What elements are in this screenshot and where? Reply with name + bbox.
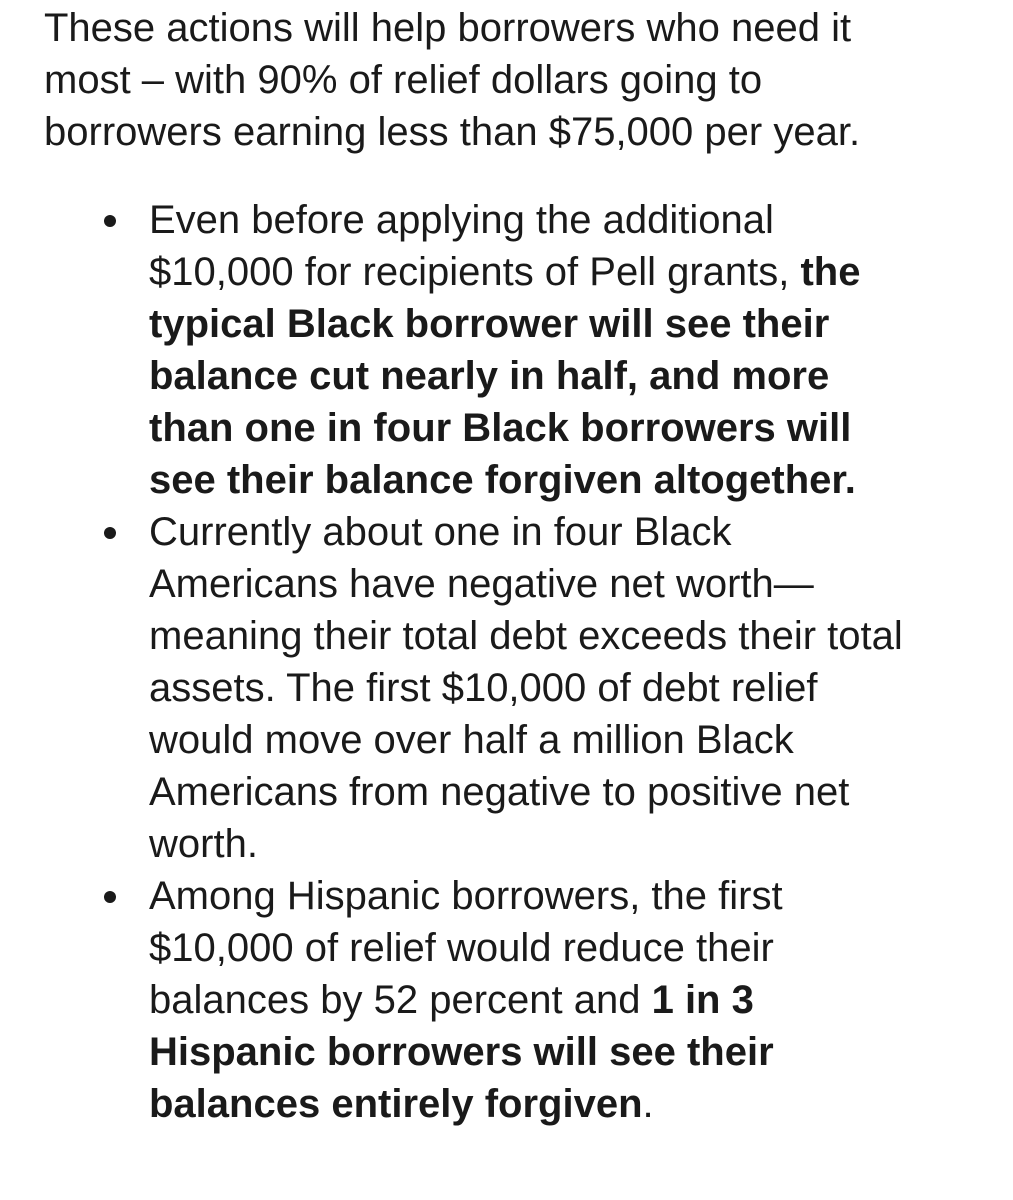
intro-paragraph [44,2,984,158]
text-segment: $10,000 of relief would reduce their [149,926,774,970]
bold-text-segment: see their balance forgiven altogether. [149,458,856,502]
bullet-item [44,506,1013,870]
text-segment: assets. The first $10,000 of debt relief [149,666,818,710]
bullet-line [149,454,1013,506]
bullet-line [149,1026,1013,1078]
bold-text-segment: balance cut nearly in half, and more [149,354,830,398]
text-segment: Currently about one in four Black [149,510,732,554]
text-segment: Americans from negative to positive net [149,770,850,814]
intro-line: most – with 90% of relief dollars going to [44,58,763,102]
bullet-dot-icon [104,891,116,903]
bullet-line [149,298,1013,350]
text-segment: Among Hispanic borrowers, the first [149,874,783,918]
bold-text-segment: balances entirely forgiven [149,1082,643,1126]
intro-line: borrowers earning less than $75,000 per year. [44,110,861,154]
bullet-line [149,246,1013,298]
bullet-dot-icon [104,527,116,539]
bullet-dot-icon [104,215,116,227]
bold-text-segment: than one in four Black borrowers will [149,406,852,450]
bullet-line [149,818,1013,870]
bold-text-segment: 1 in 3 [651,978,754,1022]
intro-line: These actions will help borrowers who need it [44,6,852,50]
bullet-line [149,402,1013,454]
bullet-line [149,974,1013,1026]
bullet-line [149,870,1013,922]
bullet-line [149,922,1013,974]
bullet-line [149,558,1013,610]
bullet-line [149,506,1013,558]
text-segment: would move over half a million Black [149,718,794,762]
text-segment: meaning their total debt exceeds their total [149,614,903,658]
bullet-line [149,350,1013,402]
text-segment: Americans have negative net worth— [149,562,814,606]
text-segment: balances by 52 percent and [149,978,652,1022]
bullet-item [44,194,1013,506]
bullet-line [149,714,1013,766]
bullet-line [149,766,1013,818]
bullet-item [44,870,1013,1130]
bullet-line [149,662,1013,714]
bullet-line [149,194,1013,246]
bullet-list [44,194,1013,1130]
text-segment: Even before applying the additional [149,198,774,242]
bullet-line [149,1078,1013,1130]
bold-text-segment: typical Black borrower will see their [149,302,830,346]
text-segment: $10,000 for recipients of Pell grants, [149,250,801,294]
bold-text-segment: Hispanic borrowers will see their [149,1030,774,1074]
text-segment: worth. [149,822,258,866]
bold-text-segment: the [800,250,861,294]
bullet-line [149,610,1013,662]
text-segment: . [642,1082,654,1126]
